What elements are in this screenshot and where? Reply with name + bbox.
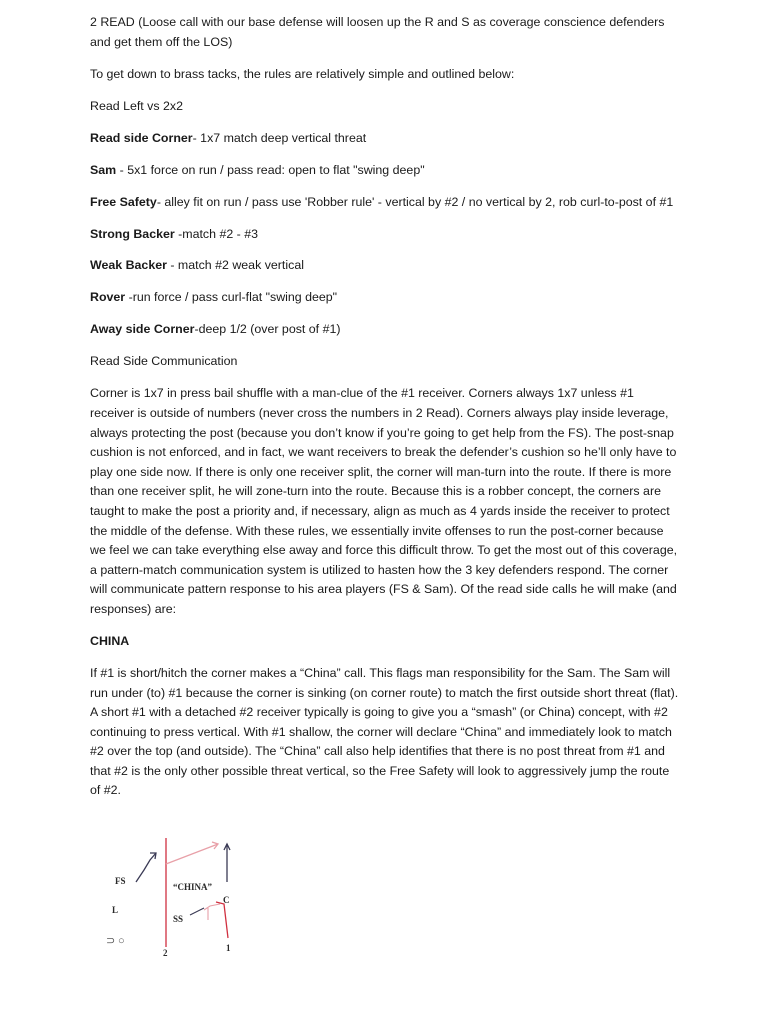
label-china: “CHINA” [173,882,213,892]
document-page [90,13,680,813]
rule-label: Strong Backer [90,226,175,241]
label-symbols: ⊃ ○ [106,935,125,947]
rule-rover [90,288,680,308]
body-paragraph: Corner is 1x7 in press bail shuffle with a man-clue of the #1 receiver. Corners always 1x7 unless #1 receiver is outside of numbers (never cross the numbers in 2 Read). Corners always play inside leverage, always protecting the post (because you don’t know if you’re going to get help from the FS). The post-snap cushion is not enforced, and in fact, we want receivers to break the defender’s cushion so he’ll only have to play one side now. If there is only one receiver split, the corner will man-turn into the route. If there is more than one receiver split, he will zone-turn into the route. Because this is a robber concept, the corners are taught to make the post a priority and, if necessary, align as much as 4 yards inside the receiver to protect the middle of the defense. With these rules, we essentially invite offenses to run the post-corner because we feel we can take everything else away and force this difficult throw. To get the most out of this coverage, a pattern-match communication system is utilized to hasten how the 3 key defenders respond. The corner will communicate pattern response to his area players (FS & Sam). Of the read side calls he will make (and responses) are: [90,386,678,616]
china-paragraph: If #1 is short/hitch the corner makes a “China” call. This flags man responsibility for the Sam. The Sam will run under (to) #1 because the corner is sinking (on corner route) to match the first outside short threat (flat). A short #1 with a detached #2 receiver typically is going to give you a “smash” (or China) concept, with #2 continuing to press vertical. With #1 shallow, the corner will declare “China” and immediately look to match #2 over the top (and outside). The “China” call also help identifies that there is no post threat from #1 and that #2 is the only other possible threat vertical, so the Free Safety will look to aggressively jump the route of #2. [90,665,679,798]
play-diagram-svg [100,832,250,957]
section-heading: Read Side Communication [90,354,238,369]
rule-text: - alley fit on run / pass use 'Robber rule' - vertical by #2 / no vertical by 2, rob curl-to-post of #1 [156,194,674,209]
rule-away-side-corner [90,320,680,340]
label-l: L [112,905,119,915]
rule-text: -deep 1/2 (over post of #1) [194,322,341,337]
intro-paragraph: 2 READ (Loose call with our base defense will loosen up the R and S as coverage conscience defenders and get them off the LOS) [90,15,665,49]
rule-weak-backer [90,256,680,276]
label-1: 1 [226,943,231,953]
receiver-1-route [216,902,228,938]
rule-label: Read side Corner [90,130,193,145]
rule-read-side-corner [90,129,680,149]
ss-route [190,908,204,915]
rule-label: Free Safety [90,194,157,209]
china-play-diagram [100,832,250,957]
rule-label: Rover [90,290,126,305]
rule-label: Away side Corner [90,322,195,337]
rule-label: Weak Backer [90,258,167,273]
receiver-2-corner-route [166,844,218,864]
fs-route [136,853,156,882]
label-ss: SS [173,914,184,924]
read-left-line: Read Left vs 2x2 [90,98,183,113]
rule-text: -match #2 - #3 [174,226,259,241]
rule-text: - match #2 weak vertical [166,258,304,273]
label-2: 2 [163,948,168,957]
rule-label: Sam [90,162,117,177]
rule-text: - 5x1 force on run / pass read: open to flat "swing deep" [116,162,425,177]
rule-text: - 1x7 match deep vertical threat [192,130,367,145]
rule-strong-backer [90,225,680,245]
label-c: C [223,895,230,905]
ss-flat-route [204,904,220,910]
rule-free-safety [90,193,680,213]
intro-summary: To get down to brass tacks, the rules are relatively simple and outlined below: [90,66,515,81]
china-heading: CHINA [90,633,130,648]
label-fs: FS [115,876,126,886]
rule-text: -run force / pass curl-flat "swing deep" [125,290,338,305]
rule-sam [90,161,680,181]
